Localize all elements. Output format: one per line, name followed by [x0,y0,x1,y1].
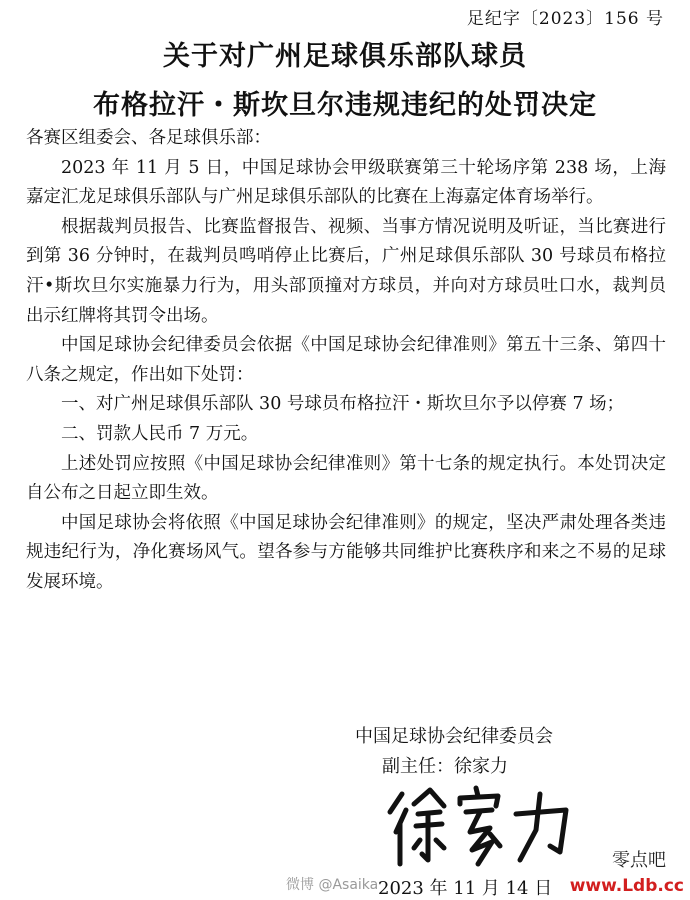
document-number: 足纪字〔2023〕156 号 [466,9,664,29]
site-watermark-name: 零点吧 [612,850,666,871]
weibo-watermark: 微博 @Asaika [286,877,379,893]
paragraph-basis: 中国足球协会纪律委员会依据《中国足球协会纪律准则》第五十三条、第四十八条之规定，作出如下处罚： [26,335,666,385]
paragraph-incident: 根据裁判员报告、比赛监督报告、视频、当事方情况说明及听证，当比赛进行到第 36 分钟时，在裁判员鸣哨停止比赛后，广州足球俱乐部队 30 号球员布格拉汗•斯坎旦尔实施暴力行为，用头部顶撞对方球员，并向对方球员吐口水，裁判员出示红牌将其罚令出场。 [26,216,666,326]
salutation: 各赛区组委会、各足球俱乐部： [26,128,271,148]
issue-date: 2023 年 11 月 14 日 [378,878,553,899]
site-watermark-url: www.Ldb.cc [569,876,684,896]
penalty-item-suspension: 一、对广州足球俱乐部队 30 号球员布格拉汗・斯坎旦尔予以停赛 7 场； [61,394,625,415]
paragraph-closing: 中国足球协会将依照《中国足球协会纪律准则》的规定，坚决严肃处理各类违规违纪行为，净化赛场风气。望各参与方能够共同维护比赛秩序和来之不易的足球发展环境。 [26,512,666,592]
document-title-line-1: 关于对广州足球俱乐部队球员 [163,41,527,72]
signatory-organization: 中国足球协会纪律委员会 [355,726,553,747]
document-title-line-2: 布格拉汗・斯坎旦尔违规违纪的处罚决定 [93,90,597,121]
penalty-item-fine: 二、罚款人民币 7 万元。 [61,423,259,444]
paragraph-execution: 上述处罚应按照《中国足球协会纪律准则》第十七条的规定执行。本处罚决定自公布之日起立即生效。 [26,453,666,504]
signatory-title: 副主任：徐家力 [382,756,508,777]
document-body [26,124,666,598]
paragraph-match-info: 2023 年 11 月 5 日，中国足球协会甲级联赛第三十轮场序第 238 场，上海嘉定汇龙足球俱乐部队与广州足球俱乐部队的比赛在上海嘉定体育场举行。 [26,157,666,208]
handwritten-signature [380,780,580,870]
